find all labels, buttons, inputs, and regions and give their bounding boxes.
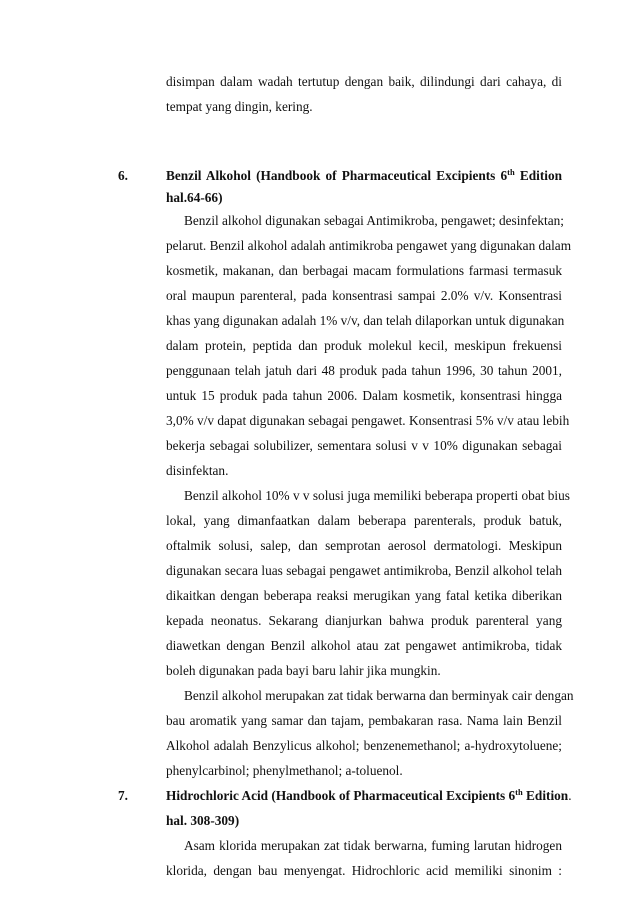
s6-p1-line-7: penggunaan telah jatuh dari 48 produk pada tahun 1996, 30 tahun 2001,	[166, 363, 562, 378]
s6-p3-line-1: Benzil alkohol merupakan zat tidak berwarna dan berminyak cair dengan	[184, 688, 574, 703]
section-6-title-edition: Edition	[514, 168, 562, 183]
s6-p2-line-2: lokal, yang dimanfaatkan dalam beberapa parenterals, produk batuk,	[166, 513, 562, 528]
s6-p2-line-4: digunakan secara luas sebagai pengawet antimikroba, Benzil alkohol telah	[166, 563, 562, 578]
section-7-title-period: .	[568, 788, 572, 803]
s6-p1-line-3: kosmetik, makanan, dan berbagai macam formulations farmasi termasuk	[166, 263, 562, 278]
s6-p1-line-6: dalam protein, peptida dan produk molekul kecil, meskipun frekuensi	[166, 338, 562, 353]
section-6-title-sup: th	[507, 167, 515, 177]
s6-p1-line-8: untuk 15 produk pada tahun 2006. Dalam kosmetik, konsentrasi hingga	[166, 388, 562, 403]
s6-p1-line-10: bekerja sebagai solubilizer, sementara solusi v v 10% digunakan sebagai	[166, 438, 562, 453]
s6-p2-line-8: boleh digunakan pada bayi baru lahir jika mungkin.	[166, 663, 441, 678]
section-7-title-text: Hidrochloric Acid (Handbook of Pharmaceutical Excipients 6	[166, 788, 516, 803]
section-7-title-line-1	[166, 787, 572, 804]
section-6-title-text: Benzil Alkohol (Handbook of Pharmaceutical Excipients 6	[166, 168, 508, 183]
s6-p1-line-4: oral maupun parenteral, pada konsentrasi sampai 2.0% v/v. Konsentrasi	[166, 288, 562, 303]
s6-p2-line-5: dikaitkan dengan beberapa reaksi merugikan yang fatal ketika diberikan	[166, 588, 562, 603]
s6-p2-line-6: kepada neonatus. Sekarang dianjurkan bahwa produk parenteral yang	[166, 613, 562, 628]
s6-p3-line-2: bau aromatik yang samar dan tajam, pembakaran rasa. Nama lain Benzil	[166, 713, 562, 728]
intro-line-2: tempat yang dingin, kering.	[166, 99, 313, 114]
s6-p2-line-1: Benzil alkohol 10% v v solusi juga memiliki beberapa properti obat bius	[184, 488, 570, 503]
section-7-number: 7.	[118, 788, 128, 803]
s7-p1-line-2: klorida, dengan bau menyengat. Hidrochloric acid memiliki sinonim :	[166, 863, 562, 878]
s7-p1-line-1: Asam klorida merupakan zat tidak berwarna, fuming larutan hidrogen	[184, 838, 562, 853]
section-6-number: 6.	[118, 168, 128, 183]
s6-p1-line-11: disinfektan.	[166, 463, 229, 478]
s6-p2-line-3: oftalmik solusi, salep, dan semprotan aerosol dermatologi. Meskipun	[166, 538, 562, 553]
s6-p1-line-1: Benzil alkohol digunakan sebagai Antimikroba, pengawet; desinfektan;	[184, 213, 564, 228]
section-7-title-edition: Edition	[522, 788, 569, 803]
section-6-title-line-2: hal.64-66)	[166, 190, 223, 205]
intro-line-1: disimpan dalam wadah tertutup dengan baik, dilindungi dari cahaya, di	[166, 74, 562, 89]
s6-p2-line-7: diawetkan dengan Benzil alkohol atau zat pengawet antimikroba, tidak	[166, 638, 562, 653]
section-6-title-line-1	[166, 167, 562, 184]
s6-p1-line-9: 3,0% v/v dapat digunakan sebagai pengawet. Konsentrasi 5% v/v atau lebih	[166, 413, 570, 428]
s6-p3-line-4: phenylcarbinol; phenylmethanol; a-toluenol.	[166, 763, 403, 778]
s6-p1-line-2: pelarut. Benzil alkohol adalah antimikroba pengawet yang digunakan dalam	[166, 238, 572, 253]
section-7-title-sup: th	[515, 787, 523, 797]
section-7-title-line-2: hal. 308-309)	[166, 813, 240, 828]
s6-p1-line-5: khas yang digunakan adalah 1% v/v, dan telah dilaporkan untuk digunakan	[166, 313, 565, 328]
s6-p3-line-3: Alkohol adalah Benzylicus alkohol; benzenemethanol; a-hydroxytoluene;	[166, 738, 562, 753]
